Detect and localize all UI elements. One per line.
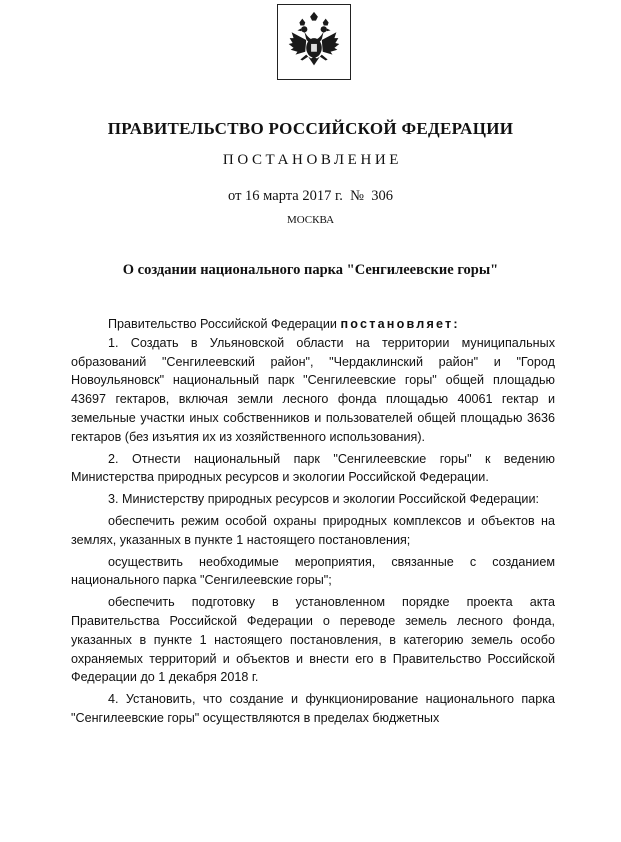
double-headed-eagle-icon [278,5,350,79]
item-2: 2. Отнести национальный парк "Сенгилеевские горы" к ведению Министерства природных ресурсов и экологии Российской Федерации. [71,451,555,485]
city: МОСКВА [286,214,335,226]
intro-emphasis: постановляет: [340,317,460,331]
item-4: 4. Установить, что создание и функционирование национального парка "Сенгилеевские горы" осуществляются в пределах бюджетных [71,692,555,725]
item-3-b: осуществить необходимые мероприятия, связанные с созданием национального парка "Сенгилеевские горы"; [71,554,555,588]
intro-paragraph [71,315,555,334]
document-type: ПОСТАНОВЛЕНИЕ [222,152,403,168]
decree-body [71,315,555,728]
date-and-number: от 16 марта 2017 г. № 306 [228,188,393,204]
item-3: 3. Министерству природных ресурсов и экологии Российской Федерации: [108,492,539,507]
intro-text: Правительство Российской Федерации [108,317,341,331]
government-title: ПРАВИТЕЛЬСТВО РОССИЙСКОЙ ФЕДЕРАЦИИ [107,119,514,138]
item-1: 1. Создать в Ульяновской области на территории муниципальных образований "Сенгилеевский район", "Чердаклинский район" и "Город Новоульяновск" национальный парк "Сенгилеевские горы" общей площадью 43697 гектаров, включая земли лесного фонда площадью 40061 гектар и земельные участки иных собственников и пользователей общей площадью 3636 гектаров (без изъятия их из хозяйственного использования). [71,335,555,444]
item-3-a: обеспечить режим особой охраны природных комплексов и объектов на землях, указанных в пункте 1 настоящего постановления; [71,513,555,547]
decree-subject: О создании национального парка "Сенгилеевские горы" [122,262,499,278]
coat-of-arms-emblem [277,4,351,80]
item-3-c: обеспечить подготовку в установленном порядке проекта акта Правительства Российской Федерации о переводе земель лесного фонда, указанных в пункте 1 настоящего постановления, в категорию земель особо охраняемых территорий и объектов и внести его в Правительство Российской Федерации до 1 декабря 2018 г. [71,595,555,685]
